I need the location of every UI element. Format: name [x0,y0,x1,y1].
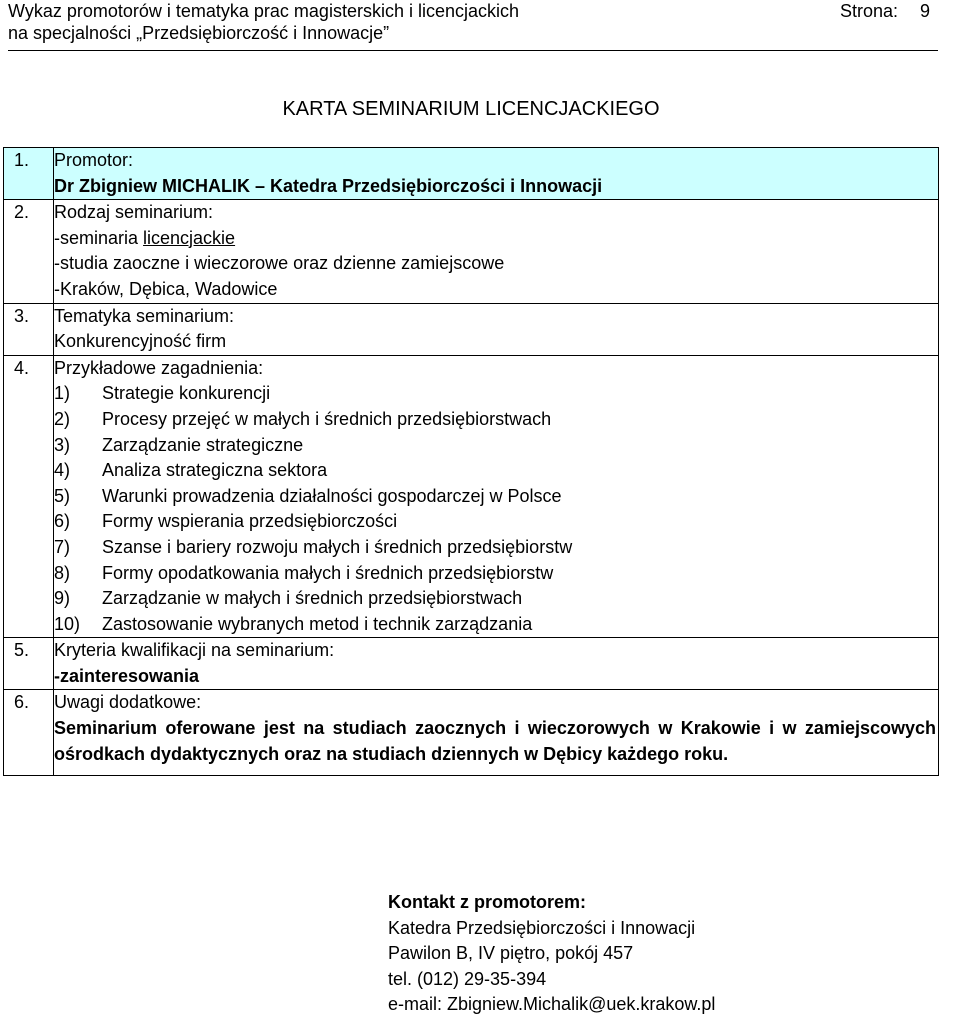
header-title-line1: Wykaz promotorów i tematyka prac magisterskich i licencjackich [8,1,519,21]
section-label: Kryteria kwalifikacji na seminarium: [54,640,335,661]
section-number: 1. [4,148,54,200]
section-topic [4,303,939,355]
section-seminar-type [4,200,939,303]
section-number: 2. [4,200,54,303]
section-number: 3. [4,303,54,355]
contact-department: Katedra Przedsiębiorczości i Innowacji [388,917,696,938]
header-title-line2: na specjalności „Przedsiębiorczość i Innowacje” [8,23,390,43]
contact-email: e-mail: Zbigniew.Michalik@uek.krakow.pl [388,994,716,1015]
item-number: 5) [54,485,71,506]
page-label: Strona: [839,1,898,21]
section-label: Promotor: [54,150,134,170]
topic-value: Konkurencyjność firm [54,331,227,352]
item-number: 7) [54,536,71,557]
list-item [54,484,936,510]
page-header [8,0,938,51]
item-text: Analiza strategiczna sektora [102,460,328,481]
page-number: 9 [919,1,930,21]
item-text: Szanse i bariery rozwoju małych i średnich przedsiębiorstw [102,536,573,557]
section-label: Rodzaj seminarium: [54,202,214,223]
section-promotor [4,148,939,200]
item-text: Formy wspierania przedsiębiorczości [102,511,398,532]
list-item [54,535,936,561]
seminar-type-line [54,226,936,252]
section-criteria [4,638,939,690]
section-number: 4. [4,355,54,638]
section-notes [4,690,939,776]
section-number: 6. [4,690,54,776]
document-title: KARTA SEMINARIUM LICENCJACKIEGO [282,98,660,120]
promotor-name: Dr Zbigniew MICHALIK – Katedra Przedsiębiorczości i Innowacji [54,175,603,196]
list-item [54,586,936,612]
contact-heading: Kontakt z promotorem: [388,892,586,912]
contact-phone: tel. (012) 29-35-394 [388,968,547,989]
list-item [54,561,936,587]
locations-line: -Kraków, Dębica, Wadowice [54,278,278,299]
list-item [54,509,936,535]
list-item [54,458,936,484]
criteria-value: -zainteresowania [54,665,200,686]
section-example-issues [4,355,939,638]
section-label: Przykładowe zagadnienia: [54,357,264,378]
page-indicator [840,0,930,22]
list-item [54,433,936,459]
contact-room: Pawilon B, IV piętro, pokój 457 [388,943,634,964]
item-number: 1) [54,383,71,404]
item-text: Procesy przejęć w małych i średnich przedsiębiorstwach [102,408,552,429]
list-item [54,381,936,407]
item-text: Warunki prowadzenia działalności gospodarczej w Polsce [102,485,562,506]
item-number: 3) [54,434,71,455]
item-number: 9) [54,588,71,609]
study-mode-line: -studia zaoczne i wieczorowe oraz dzienne zamiejscowe [54,253,505,274]
item-number: 2) [54,408,71,429]
item-text: Strategie konkurencji [102,383,271,404]
item-number: 4) [54,460,71,481]
section-number: 5. [4,638,54,690]
seminar-type-prefix: -seminaria [54,227,144,248]
item-number: 6) [54,511,71,532]
seminar-card-table [3,147,939,776]
item-text: Zastosowanie wybranych metod i technik zarządzania [102,613,533,634]
list-item [54,407,936,433]
section-label: Uwagi dodatkowe: [54,692,202,713]
contact-block [388,890,715,1018]
issues-list [54,381,936,637]
item-number: 8) [54,562,71,583]
seminar-type-underlined: licencjackie [143,227,236,248]
list-item [54,612,936,638]
item-text: Zarządzanie strategiczne [102,434,304,455]
section-label: Tematyka seminarium: [54,305,235,326]
item-text: Formy opodatkowania małych i średnich przedsiębiorstw [102,562,554,583]
item-text: Zarządzanie w małych i średnich przedsiębiorstwach [102,588,523,609]
notes-value: Seminarium oferowane jest na studiach zaocznych i wieczorowych w Krakowie i w zamiejscowych ośrodkach dydaktycznych oraz na studiach dziennych w Dębicy każdego roku. [54,718,936,764]
item-number: 10) [54,613,81,634]
